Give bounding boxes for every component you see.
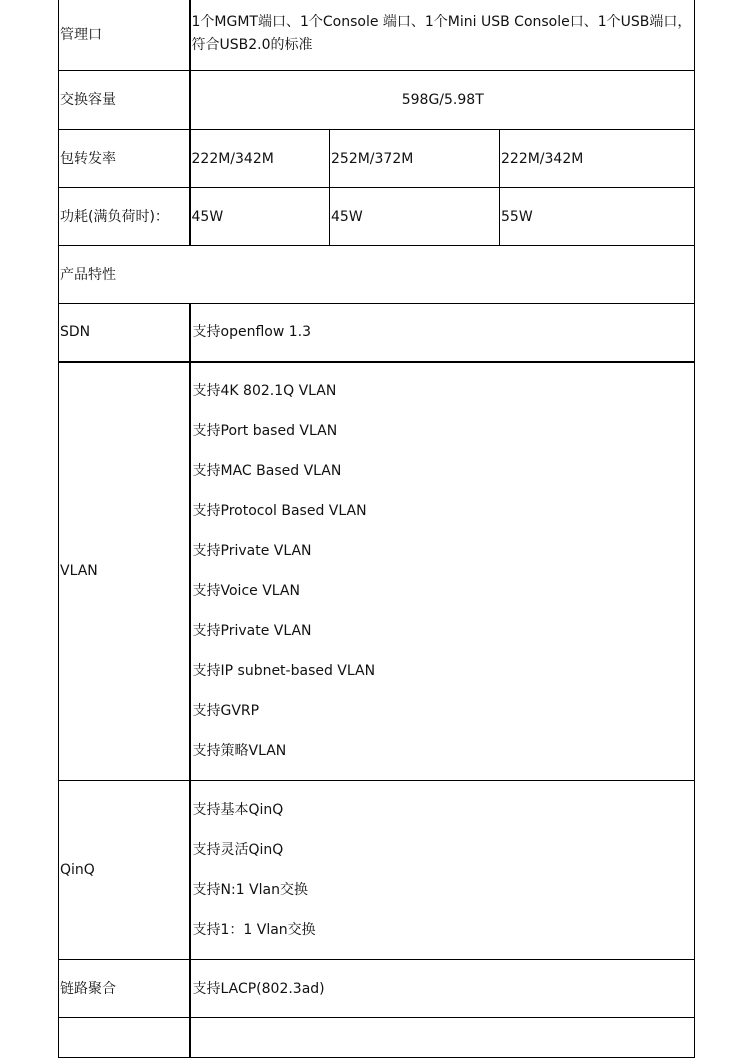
mgmt-line-2: 符合USB2.0的标准 <box>191 36 313 53</box>
row-value-lag: 支持LACP(802.3ad) <box>190 960 695 1018</box>
mgmt-line-1: 1个MGMT端口、1个Console 端口、1个Mini USB Console口、1个USB端口， <box>191 13 692 30</box>
row-label-switching: 交换容量 <box>59 71 190 130</box>
list-item: 支持4K 802.1Q VLAN <box>192 383 337 400</box>
row-value-sdn: 支持openflow 1.3 <box>190 304 695 362</box>
list-item: 支持Private VLAN <box>192 623 312 640</box>
forwarding-value-2: 252M/372M <box>330 130 500 188</box>
forwarding-value-3: 222M/342M <box>500 130 695 188</box>
list-item: 支持1：1 Vlan交换 <box>192 922 316 938</box>
row-label-mgmt: 管理口 <box>59 0 190 71</box>
row-label-qinq: QinQ <box>59 781 190 960</box>
list-item: 支持Voice VLAN <box>192 583 300 600</box>
list-item: 支持策略VLAN <box>192 743 287 760</box>
list-item: 支持基本QinQ <box>192 802 284 818</box>
list-item: 支持IP subnet-based VLAN <box>192 663 376 680</box>
list-item: 支持Protocol Based VLAN <box>192 503 367 520</box>
table-row-sdn <box>59 304 695 362</box>
forwarding-value-1: 222M/342M <box>190 130 330 188</box>
row-label-forwarding: 包转发率 <box>59 130 190 188</box>
row-label-lag: 链路聚合 <box>59 960 190 1018</box>
table-row-features <box>59 246 695 304</box>
list-item: 支持Private VLAN <box>192 543 312 560</box>
table-row-vlan <box>59 362 695 781</box>
row-value-switching: 598G/5.98T <box>190 71 695 130</box>
spec-table <box>58 0 695 1058</box>
vlan-feature-list <box>193 371 695 771</box>
table-row-mgmt <box>59 0 695 71</box>
list-item: 支持GVRP <box>192 703 260 720</box>
power-value-1: 45W <box>190 188 330 246</box>
power-value-3: 55W <box>500 188 695 246</box>
table-row-switching <box>59 71 695 130</box>
table-row-qinq <box>59 781 695 960</box>
power-value-2: 45W <box>330 188 500 246</box>
row-value-mgmt <box>190 0 695 71</box>
row-label-vlan: VLAN <box>59 362 190 781</box>
qinq-feature-list <box>193 790 695 950</box>
list-item: 支持Port based VLAN <box>192 423 338 440</box>
row-label-next <box>59 1018 190 1058</box>
list-item: 支持MAC Based VLAN <box>192 463 342 480</box>
row-label-power: 功耗(满负荷时)： <box>59 188 190 246</box>
table-row-lag <box>59 960 695 1018</box>
row-value-next <box>190 1018 695 1058</box>
list-item: 支持N:1 Vlan交换 <box>192 882 308 898</box>
row-value-qinq <box>190 781 695 960</box>
list-item: 支持灵活QinQ <box>192 842 284 858</box>
row-value-vlan <box>190 362 695 781</box>
table-row-next <box>59 1018 695 1058</box>
table-row-power <box>59 188 695 246</box>
section-heading-features: 产品特性 <box>59 246 695 304</box>
row-label-sdn: SDN <box>59 304 190 362</box>
table-row-forwarding <box>59 130 695 188</box>
